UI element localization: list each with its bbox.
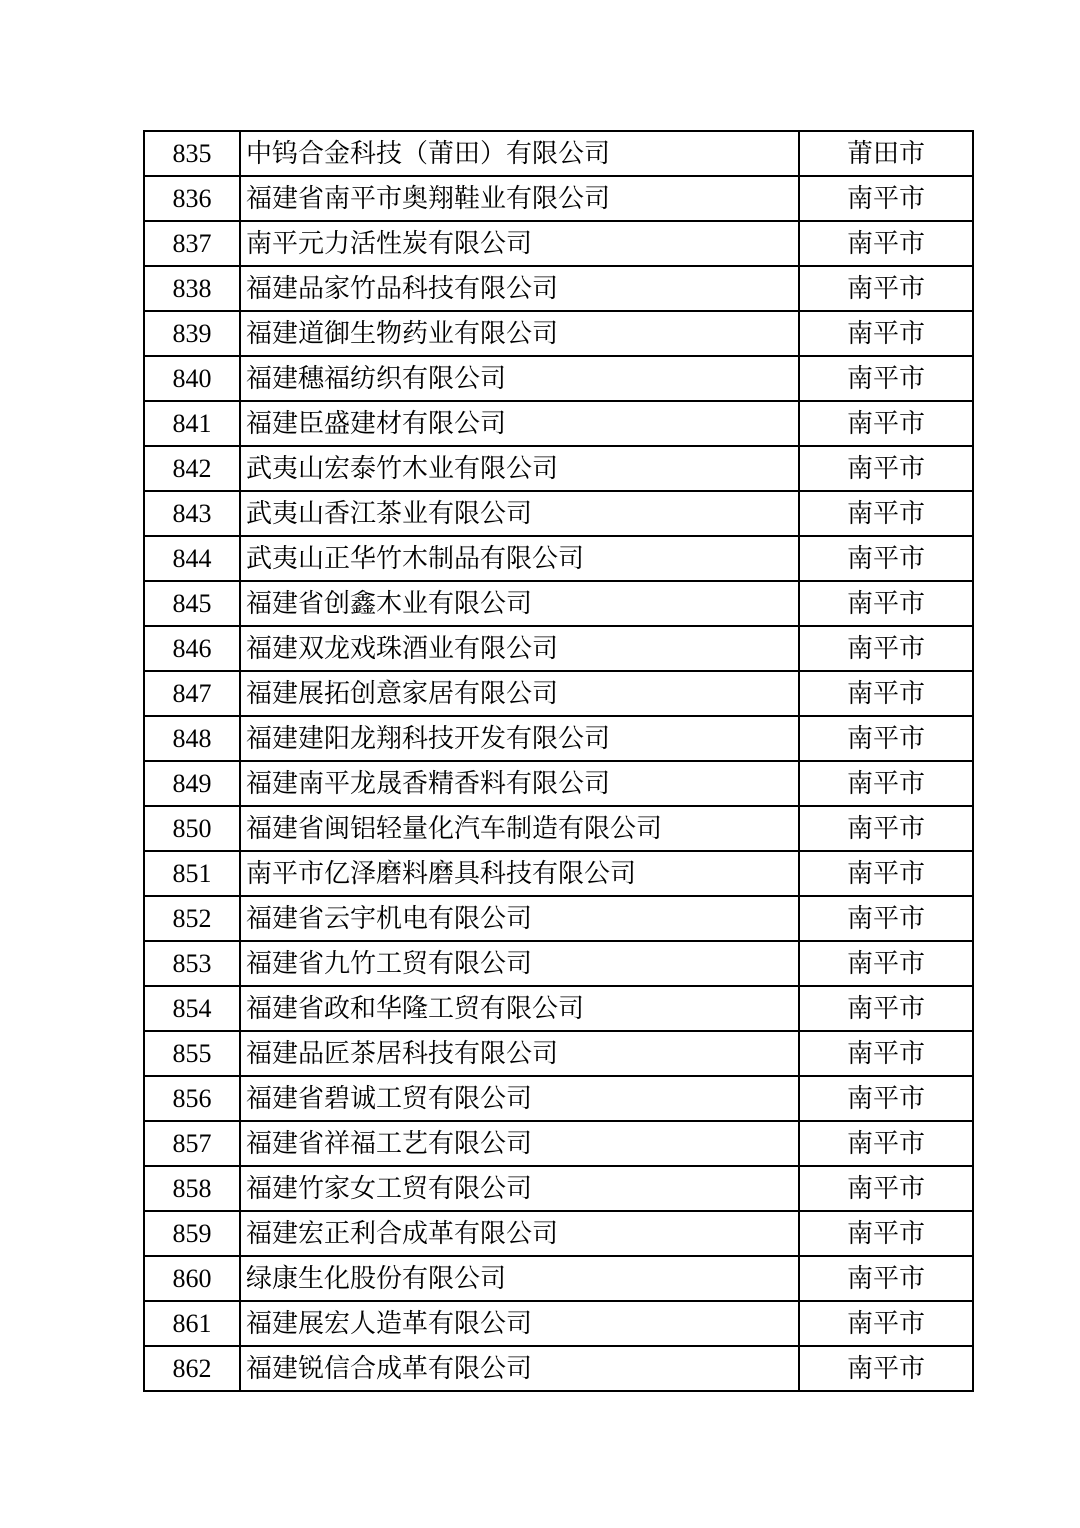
company-name-cell: 福建省碧诚工贸有限公司 bbox=[240, 1076, 799, 1121]
table-row bbox=[144, 1346, 973, 1391]
table-body bbox=[144, 131, 973, 1391]
city-cell: 南平市 bbox=[799, 581, 973, 626]
row-number-cell: 853 bbox=[144, 941, 240, 986]
company-name-cell: 福建穗福纺织有限公司 bbox=[240, 356, 799, 401]
table-row bbox=[144, 1211, 973, 1256]
row-number-cell: 856 bbox=[144, 1076, 240, 1121]
city-cell: 南平市 bbox=[799, 1166, 973, 1211]
city-cell: 南平市 bbox=[799, 1301, 973, 1346]
table-row bbox=[144, 491, 973, 536]
city-cell: 南平市 bbox=[799, 806, 973, 851]
company-name-cell: 福建臣盛建材有限公司 bbox=[240, 401, 799, 446]
table-row bbox=[144, 266, 973, 311]
city-cell: 南平市 bbox=[799, 1256, 973, 1301]
city-cell: 南平市 bbox=[799, 626, 973, 671]
city-cell: 南平市 bbox=[799, 1211, 973, 1256]
company-name-cell: 福建省政和华隆工贸有限公司 bbox=[240, 986, 799, 1031]
company-name-cell: 中钨合金科技（莆田）有限公司 bbox=[240, 131, 799, 176]
row-number-cell: 835 bbox=[144, 131, 240, 176]
city-cell: 南平市 bbox=[799, 266, 973, 311]
company-name-cell: 福建建阳龙翔科技开发有限公司 bbox=[240, 716, 799, 761]
table-row bbox=[144, 581, 973, 626]
row-number-cell: 861 bbox=[144, 1301, 240, 1346]
row-number-cell: 846 bbox=[144, 626, 240, 671]
row-number-cell: 854 bbox=[144, 986, 240, 1031]
row-number-cell: 860 bbox=[144, 1256, 240, 1301]
company-table bbox=[143, 130, 974, 1392]
row-number-cell: 851 bbox=[144, 851, 240, 896]
row-number-cell: 852 bbox=[144, 896, 240, 941]
city-cell: 南平市 bbox=[799, 446, 973, 491]
table-row bbox=[144, 131, 973, 176]
row-number-cell: 836 bbox=[144, 176, 240, 221]
city-cell: 莆田市 bbox=[799, 131, 973, 176]
table-row bbox=[144, 626, 973, 671]
company-name-cell: 福建锐信合成革有限公司 bbox=[240, 1346, 799, 1391]
city-cell: 南平市 bbox=[799, 356, 973, 401]
row-number-cell: 850 bbox=[144, 806, 240, 851]
city-cell: 南平市 bbox=[799, 716, 973, 761]
company-name-cell: 福建双龙戏珠酒业有限公司 bbox=[240, 626, 799, 671]
row-number-cell: 843 bbox=[144, 491, 240, 536]
table-row bbox=[144, 986, 973, 1031]
row-number-cell: 845 bbox=[144, 581, 240, 626]
table-row bbox=[144, 356, 973, 401]
company-name-cell: 福建品家竹品科技有限公司 bbox=[240, 266, 799, 311]
table-row bbox=[144, 806, 973, 851]
city-cell: 南平市 bbox=[799, 1346, 973, 1391]
city-cell: 南平市 bbox=[799, 176, 973, 221]
table-row bbox=[144, 671, 973, 716]
company-name-cell: 福建宏正利合成革有限公司 bbox=[240, 1211, 799, 1256]
row-number-cell: 838 bbox=[144, 266, 240, 311]
row-number-cell: 857 bbox=[144, 1121, 240, 1166]
row-number-cell: 840 bbox=[144, 356, 240, 401]
row-number-cell: 842 bbox=[144, 446, 240, 491]
table-row bbox=[144, 896, 973, 941]
company-name-cell: 南平元力活性炭有限公司 bbox=[240, 221, 799, 266]
company-name-cell: 绿康生化股份有限公司 bbox=[240, 1256, 799, 1301]
table-row bbox=[144, 1256, 973, 1301]
table-row bbox=[144, 716, 973, 761]
row-number-cell: 849 bbox=[144, 761, 240, 806]
city-cell: 南平市 bbox=[799, 986, 973, 1031]
company-name-cell: 福建省南平市奥翔鞋业有限公司 bbox=[240, 176, 799, 221]
company-name-cell: 福建道御生物药业有限公司 bbox=[240, 311, 799, 356]
company-name-cell: 武夷山正华竹木制品有限公司 bbox=[240, 536, 799, 581]
row-number-cell: 837 bbox=[144, 221, 240, 266]
table-row bbox=[144, 1076, 973, 1121]
company-name-cell: 武夷山宏泰竹木业有限公司 bbox=[240, 446, 799, 491]
company-name-cell: 福建展宏人造革有限公司 bbox=[240, 1301, 799, 1346]
company-name-cell: 福建省祥福工艺有限公司 bbox=[240, 1121, 799, 1166]
company-name-cell: 福建南平龙晟香精香料有限公司 bbox=[240, 761, 799, 806]
row-number-cell: 841 bbox=[144, 401, 240, 446]
row-number-cell: 848 bbox=[144, 716, 240, 761]
table-row bbox=[144, 1031, 973, 1076]
table-row bbox=[144, 446, 973, 491]
company-name-cell: 福建展拓创意家居有限公司 bbox=[240, 671, 799, 716]
city-cell: 南平市 bbox=[799, 1121, 973, 1166]
table-row bbox=[144, 311, 973, 356]
city-cell: 南平市 bbox=[799, 671, 973, 716]
row-number-cell: 858 bbox=[144, 1166, 240, 1211]
company-name-cell: 福建品匠茶居科技有限公司 bbox=[240, 1031, 799, 1076]
city-cell: 南平市 bbox=[799, 221, 973, 266]
table-row bbox=[144, 1301, 973, 1346]
table-row bbox=[144, 1166, 973, 1211]
city-cell: 南平市 bbox=[799, 761, 973, 806]
row-number-cell: 844 bbox=[144, 536, 240, 581]
city-cell: 南平市 bbox=[799, 491, 973, 536]
city-cell: 南平市 bbox=[799, 1076, 973, 1121]
company-name-cell: 福建省云宇机电有限公司 bbox=[240, 896, 799, 941]
city-cell: 南平市 bbox=[799, 536, 973, 581]
city-cell: 南平市 bbox=[799, 941, 973, 986]
company-name-cell: 福建竹家女工贸有限公司 bbox=[240, 1166, 799, 1211]
row-number-cell: 839 bbox=[144, 311, 240, 356]
company-name-cell: 武夷山香江茶业有限公司 bbox=[240, 491, 799, 536]
city-cell: 南平市 bbox=[799, 851, 973, 896]
city-cell: 南平市 bbox=[799, 311, 973, 356]
table-row bbox=[144, 176, 973, 221]
table-row bbox=[144, 941, 973, 986]
city-cell: 南平市 bbox=[799, 401, 973, 446]
company-name-cell: 福建省闽铝轻量化汽车制造有限公司 bbox=[240, 806, 799, 851]
company-name-cell: 福建省创鑫木业有限公司 bbox=[240, 581, 799, 626]
row-number-cell: 859 bbox=[144, 1211, 240, 1256]
row-number-cell: 855 bbox=[144, 1031, 240, 1076]
city-cell: 南平市 bbox=[799, 1031, 973, 1076]
table-row bbox=[144, 401, 973, 446]
company-name-cell: 福建省九竹工贸有限公司 bbox=[240, 941, 799, 986]
table-row bbox=[144, 221, 973, 266]
row-number-cell: 847 bbox=[144, 671, 240, 716]
row-number-cell: 862 bbox=[144, 1346, 240, 1391]
company-name-cell: 南平市亿泽磨料磨具科技有限公司 bbox=[240, 851, 799, 896]
table-row bbox=[144, 1121, 973, 1166]
table-row bbox=[144, 761, 973, 806]
table-row bbox=[144, 536, 973, 581]
city-cell: 南平市 bbox=[799, 896, 973, 941]
table-row bbox=[144, 851, 973, 896]
